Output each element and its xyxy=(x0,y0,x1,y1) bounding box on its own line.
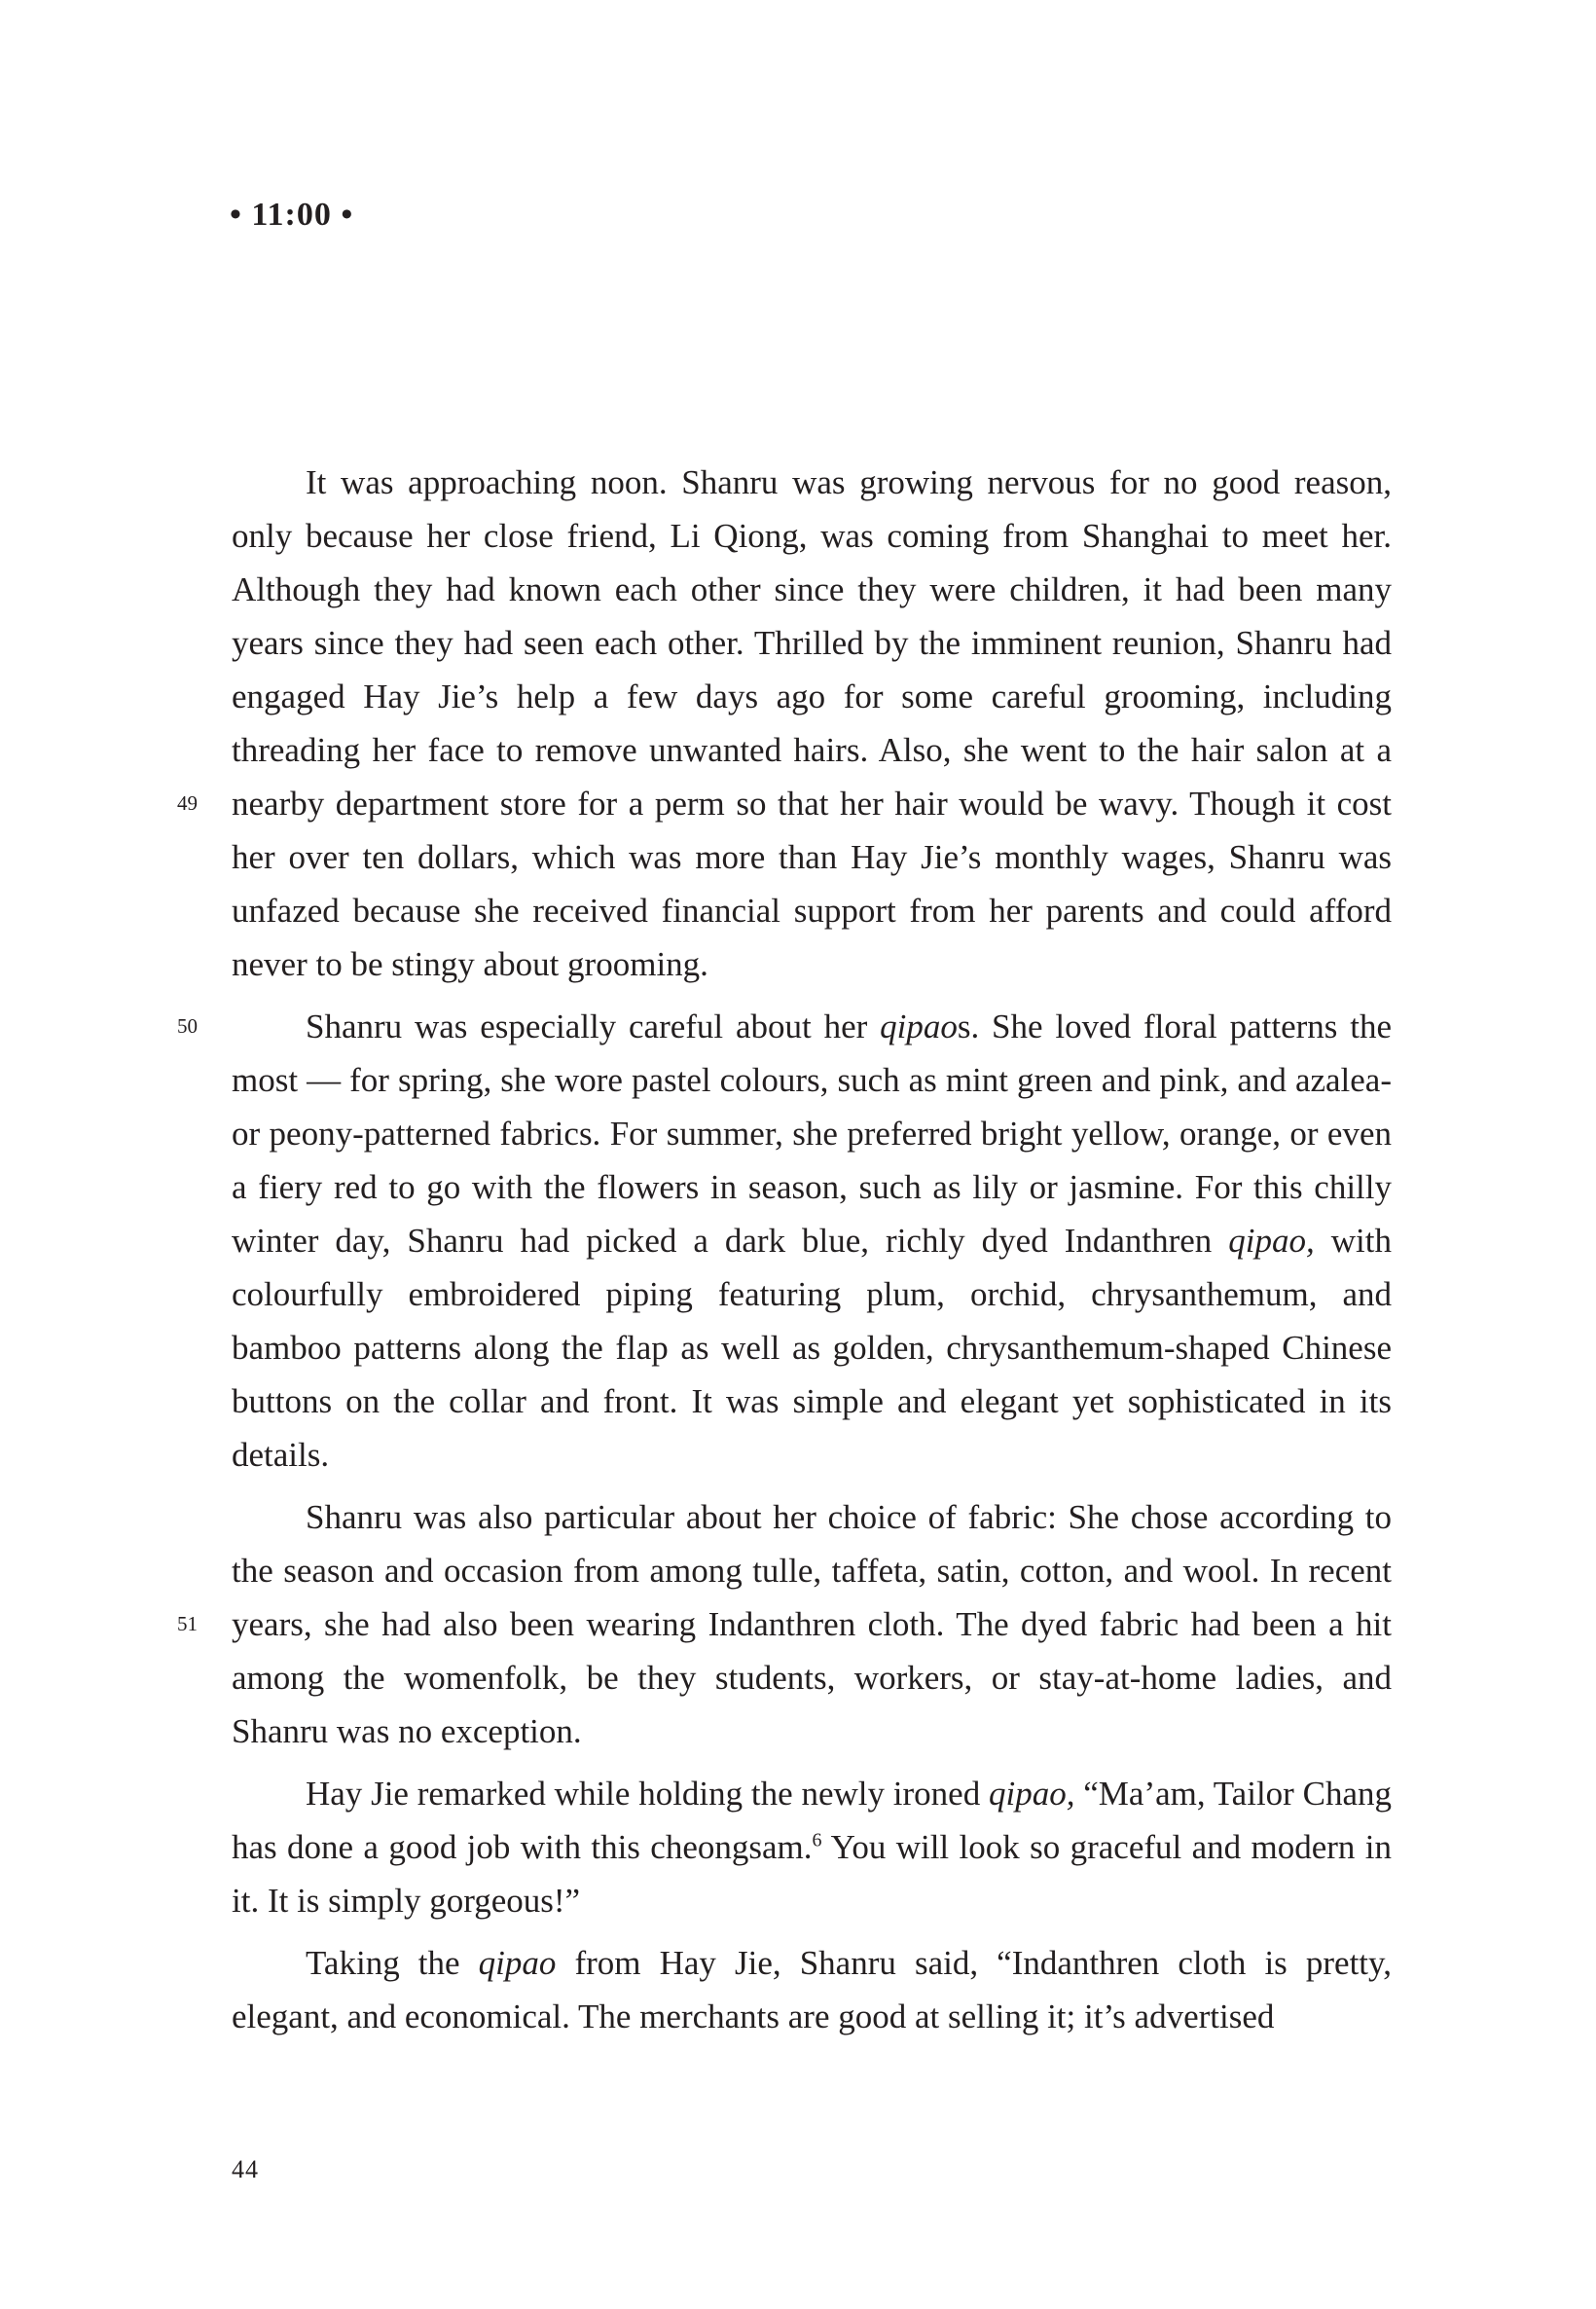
chapter-time-heading: • 11:00 • xyxy=(230,197,354,233)
paragraph-text: It was approaching noon. Shanru was growing nervous for no good reason, only because her close friend, Li Qiong, was coming from Shanghai to meet her. Although they had known each other since they were children, it had been many years since they had seen each other. Thrilled by the imminent reunion, Shanru had engaged Hay Jie’s help a few days ago for some careful grooming, including threading her face to remove unwanted hairs. Also, she went to the hair salon at a nearby department store for a perm so that her hair would be wavy. Though it cost her over ten dollars, which was more than Hay Jie’s monthly wages, Shanru was unfazed because she received financial support from her parents and could afford never to be stingy about grooming. xyxy=(232,463,1392,983)
paragraph-text: You will look so graceful and modern in it. It is simply gorgeous!” xyxy=(232,1828,1392,1920)
footnote-reference[interactable]: 6 xyxy=(812,1829,822,1851)
paragraph xyxy=(232,1936,1392,2043)
page-number: 44 xyxy=(232,2155,259,2183)
paragraph-text: “Ma’am, Tailor Chang has done a good job with this cheongsam. xyxy=(232,1775,1392,1866)
line-number: 51 xyxy=(177,1612,198,1635)
italic-term: qipao, xyxy=(988,1775,1075,1813)
italic-term: qipao xyxy=(880,1008,958,1045)
italic-term: qipao xyxy=(478,1944,557,1982)
paragraph-text: Shanru was also particular about her choice of fabric: She chose according to the season and occasion from among tulle, taffeta, satin, cotton, and wool. In recent years, she had also been wearing Indanthren cloth. The dyed fabric had been a hit among the womenfolk, be they students, workers, or stay-at-home ladies, and Shanru was no exception. xyxy=(232,1498,1392,1750)
paragraph-text: from Hay Jie, Shanru said, “Indanthren cloth is pretty, elegant, and economical. The merchants are good at selling it; it’s advertised xyxy=(232,1944,1393,2035)
paragraph-text: Shanru was especially careful about her xyxy=(306,1008,881,1045)
paragraph-text: s. She loved floral patterns the most — for spring, she wore pastel colours, such as mint green and pink, and azalea- or peony-patterned fabrics. For summer, she preferred bright yellow, orange, or even a fiery red to go with the flowers in season, such as lily or jasmine. For this chilly winter day, Shanru had picked a dark blue, richly dyed Indanthren xyxy=(232,1008,1392,1260)
line-number: 50 xyxy=(177,1014,198,1038)
line-number: 49 xyxy=(177,791,198,815)
paragraph-text: with colourfully embroidered piping featuring plum, orchid, chrysanthemum, and bamboo patterns along the flap as well as golden, chrysanthemum-shaped Chinese buttons on the collar and front. It was simple and elegant yet sophisticated in its details. xyxy=(232,1222,1392,1474)
paragraph xyxy=(177,456,1392,991)
paragraph xyxy=(177,1490,1392,1758)
paragraph-text: Hay Jie remarked while holding the newly ironed xyxy=(306,1775,989,1813)
italic-term: qipao, xyxy=(1228,1222,1315,1260)
paragraph xyxy=(232,1767,1392,1927)
paragraph xyxy=(177,1000,1392,1482)
body-text xyxy=(177,456,1393,2052)
paragraph-text: Taking the xyxy=(306,1944,479,1982)
